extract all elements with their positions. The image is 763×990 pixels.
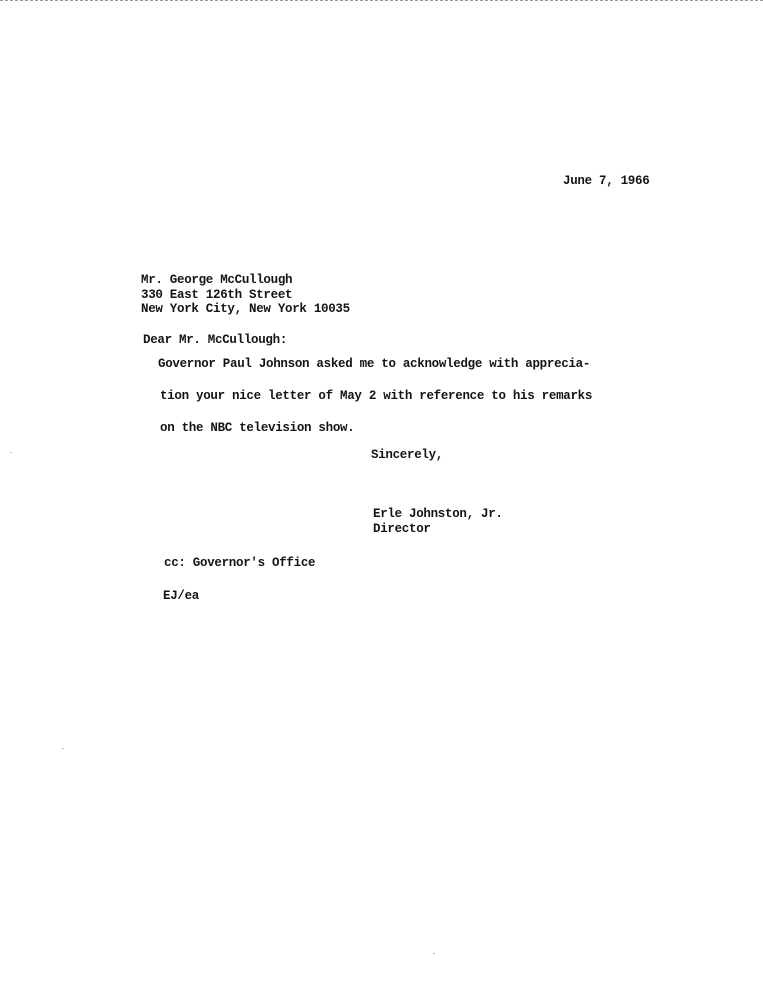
recipient-name: Mr. George McCullough <box>141 273 293 287</box>
signer-name: Erle Johnston, Jr. <box>373 507 503 521</box>
recipient-city: New York City, New York 10035 <box>141 302 350 316</box>
letter-date: June 7, 1966 <box>563 174 650 188</box>
page-top-border <box>0 0 763 1</box>
scan-speck <box>10 452 12 453</box>
typist-initials: EJ/ea <box>163 589 200 603</box>
recipient-street: 330 East 126th Street <box>141 288 293 302</box>
body-line: Governor Paul Johnson asked me to acknowledge with apprecia- <box>158 357 591 371</box>
cc-line: cc: Governor's Office <box>164 556 316 570</box>
closing: Sincerely, <box>371 448 444 462</box>
scan-speck <box>62 748 64 749</box>
scan-speck <box>433 953 435 954</box>
body-line: on the NBC television show. <box>160 421 355 435</box>
body-line: tion your nice letter of May 2 with reference to his remarks <box>160 389 593 403</box>
salutation: Dear Mr. McCullough: <box>143 333 288 347</box>
signer-title: Director <box>373 522 431 536</box>
